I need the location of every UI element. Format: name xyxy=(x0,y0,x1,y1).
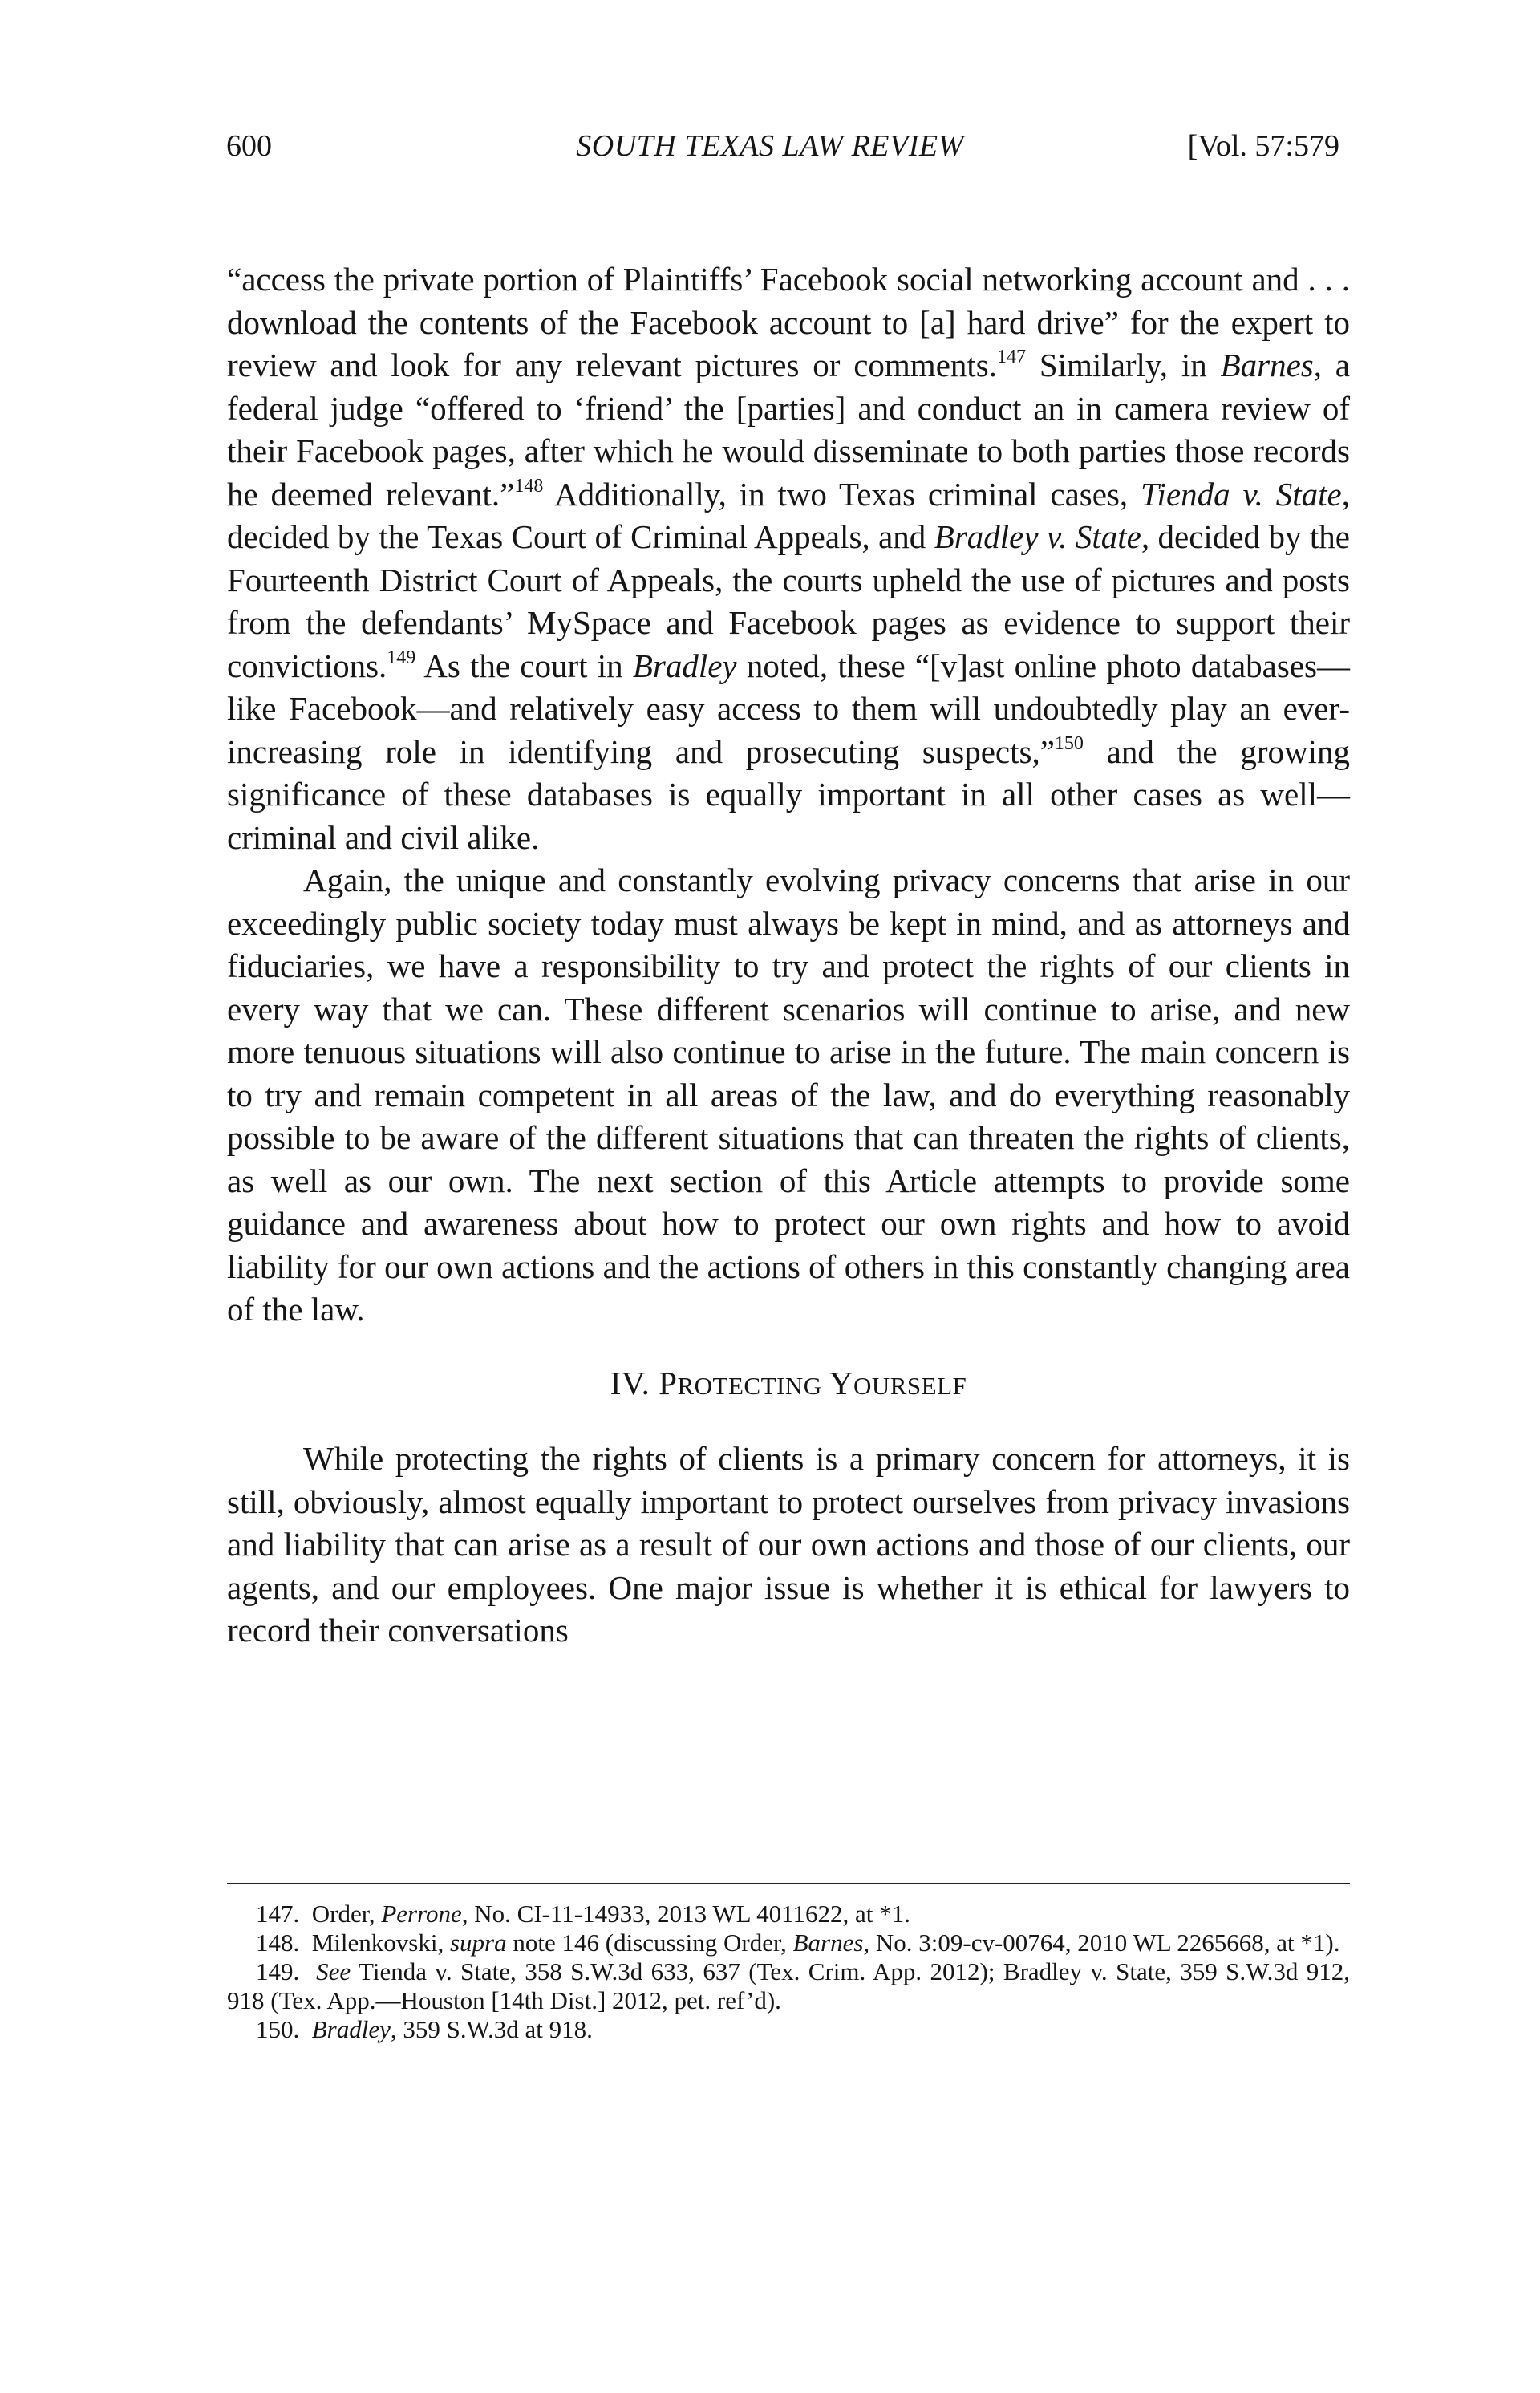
footnote-149: 149. See Tienda v. State, 358 S.W.3d 633, 637 (Tex. Crim. App. 2012); Bradley v. State, 359 S.W.3d 912, 918 (Tex. App.—Houston [14th Dist.] 2012, pet. ref’d). xyxy=(227,1957,1350,2014)
footnote-ref-150[interactable]: 150 xyxy=(1054,732,1084,754)
journal-title: SOUTH TEXAS LAW REVIEW xyxy=(576,129,964,163)
footnotes xyxy=(227,1900,1350,2044)
paragraph-continued: “access the private portion of Plaintiffs’ Facebook social networking account and . . . download the contents of the Facebook account to [a] hard drive” for the expert to review and look for any relevant pictures or comments.$^{147}$ Similarly, in Barnes, a federal judge “offered to ‘friend’ the [parties] and conduct an in camera review of their Facebook pages, after which he would disseminate to both parties those records he deemed relevant.”$^{148}$ Additionally, in two Texas criminal cases, Tienda v. State, decided by the Texas Court of Criminal Appeals, and Bradley v. State, decided by the Fourteenth District Court of Appeals, the courts upheld the use of pictures and posts from the defendants’ MySpace and Facebook pages as evidence to support their convictions.$^{149}$ As the court in Bradley noted, these “[v]ast online photo databases—like Facebook—and relatively easy access to them will undoubtedly play an ever-increasing role in identifying and prosecuting suspects,”$^{150}$ and the growing significance of these databases is equally important in all other cases as well—criminal and civil alike. xyxy=(227,261,1351,856)
footnote-divider xyxy=(227,1883,1350,1884)
page-number: 600 xyxy=(226,129,272,163)
footnote-147: 147. Order, Perrone, No. CI-11-14933, 2013 WL 4011622, at *1. xyxy=(256,1900,910,1928)
footnote-148: 148. Milenkovski, supra note 146 (discussing Order, Barnes, No. 3:09-cv-00764, 2010 WL 2265668, at *1). xyxy=(256,1929,1340,1957)
section-heading: IV. PROTECTING YOURSELF xyxy=(610,1364,967,1401)
running-header xyxy=(0,128,1540,168)
footnote-ref-148[interactable]: 148 xyxy=(514,475,544,497)
paragraph: Again, the unique and constantly evolving privacy concerns that arise in our exceedingly public society today must always be kept in mind, and as attorneys and fiduciaries, we have a responsibility to try and protect the rights of our clients in every way that we can. These different scenarios will continue to arise, and new more tenuous situations will also continue to arise in the future. The main concern is to try and remain competent in all areas of the law, and do everything reasonably possible to be aware of the different situations that can threaten the rights of clients, as well as our own. The next section of this Article attempts to provide some guidance and awareness about how to protect our own rights and how to avoid liability for our own actions and the actions of others in this constantly changing area of the law. xyxy=(227,862,1350,1328)
article-body xyxy=(227,258,1350,1653)
footnote-ref-149[interactable]: 149 xyxy=(387,647,416,668)
footnote-150: 150. Bradley, 359 S.W.3d at 918. xyxy=(256,2015,593,2043)
paragraph: While protecting the rights of clients is a primary concern for attorneys, it is still, obviously, almost equally important to protect ourselves from privacy invasions and liability that can arise as a result of our own actions and those of our clients, our agents, and our employees. One major issue is whether it is ethical for lawyers to record their conversations xyxy=(227,1440,1350,1649)
volume-citation: [Vol. 57:579 xyxy=(1187,129,1339,163)
footnote-ref-147[interactable]: 147 xyxy=(997,347,1026,367)
